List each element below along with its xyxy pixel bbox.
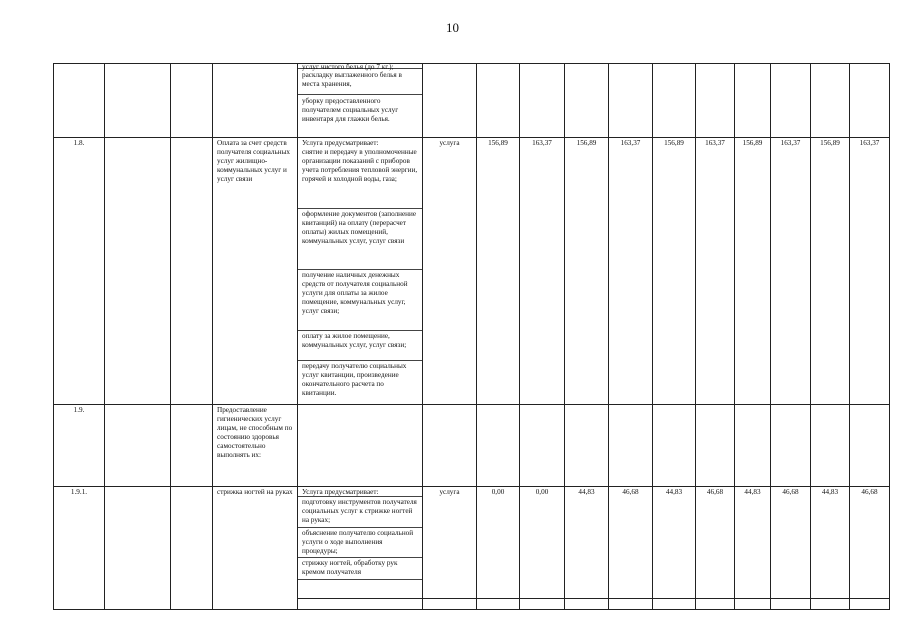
row-code: 1.8. <box>73 139 85 147</box>
table-bottom-border <box>53 609 890 610</box>
value-cell: 46,68 <box>622 488 639 496</box>
value-cell: 44,83 <box>744 488 761 496</box>
desc-separator <box>297 94 422 95</box>
page-number: 10 <box>446 20 459 35</box>
desc-text: оформление документов (заполнение квитанций) на оплату (перерасчет оплаты) жилых помещений, коммунальных услуг, услуг связи <box>302 210 417 245</box>
value-cell: 156,89 <box>576 139 597 147</box>
col-border <box>170 63 171 610</box>
col-border <box>53 63 54 610</box>
unit: услуга <box>439 139 460 147</box>
row-separator <box>53 404 890 405</box>
desc-text: Услуга предусматривает: <box>302 139 379 147</box>
desc-text: Услуга предусматривает: <box>302 488 379 496</box>
value-cell: 156,89 <box>820 139 840 147</box>
value-cell: 156,89 <box>664 139 684 147</box>
desc-text: снятие и передачу в уполномоченные организации показаний с приборов учета потребления тепловой энергии, горячей и холодной воды, газа; <box>302 148 418 183</box>
desc-text: передачу получателю социальных услуг квитанции, произведение окончательного расчета по квитанции. <box>302 362 407 397</box>
row-separator <box>297 598 890 599</box>
value-cell: 163,37 <box>620 139 641 147</box>
col-border <box>212 63 213 610</box>
value-cell: 0,00 <box>491 488 505 496</box>
row-code: 1.9.1. <box>70 488 88 496</box>
value-cell: 163,37 <box>859 139 880 147</box>
value-cell: 163,37 <box>532 139 552 147</box>
col-border <box>889 63 890 610</box>
service-name: Предоставление гигиенических услуг лицам, не способным по состоянию здоровья самостоятельно выполнять их: <box>217 406 293 459</box>
desc-text: услуг чистого белья (до 7 кг.); <box>302 63 394 71</box>
table-top-border <box>53 63 890 64</box>
value-cell: 163,37 <box>705 139 725 147</box>
value-cell: 46,68 <box>861 488 878 496</box>
value-cell: 46,68 <box>782 488 799 496</box>
row-code: 1.9. <box>73 406 85 414</box>
desc-text: объяснение получателю социальной услуги о ходе выполнения процедуры; <box>302 529 414 555</box>
value-cell: 44,83 <box>821 488 839 496</box>
value-cell: 44,83 <box>665 488 683 496</box>
desc-text: раскладку выглаженного белья в места хранения, <box>302 71 402 88</box>
col-border <box>104 63 105 610</box>
desc-text: подготовку инструментов получателя социальных услуг к стрижке ногтей на руках; <box>302 498 417 524</box>
unit: услуга <box>439 488 460 496</box>
service-name: Оплата за счет средств получателя социальных услуг жилищно-коммунальных услуг и услуг связи <box>217 139 291 183</box>
service-name: стрижка ногтей на руках <box>217 488 293 496</box>
value-cell: 163,37 <box>780 139 801 147</box>
value-cell: 46,68 <box>706 488 724 496</box>
desc-text: оплату за жилое помещение, коммунальных услуг, услуг связи; <box>302 332 407 349</box>
col-border <box>297 63 298 610</box>
value-cell: 0,00 <box>535 488 549 496</box>
desc-text: уборку предоставленного получателем социальных услуг инвентаря для глажки белья. <box>302 97 399 123</box>
desc-text: получение наличных денежных средств от получателя социальной услуги для оплаты за жилое помещение, коммунальных услуг, услуг связи; <box>302 271 408 315</box>
desc-separator <box>297 579 422 580</box>
services-table <box>53 63 890 610</box>
value-cell: 156,89 <box>742 139 763 147</box>
value-cell: 156,89 <box>488 139 508 147</box>
value-cell: 44,83 <box>578 488 595 496</box>
desc-text: стрижку ногтей, обработку рук кремом получателя <box>302 559 398 576</box>
